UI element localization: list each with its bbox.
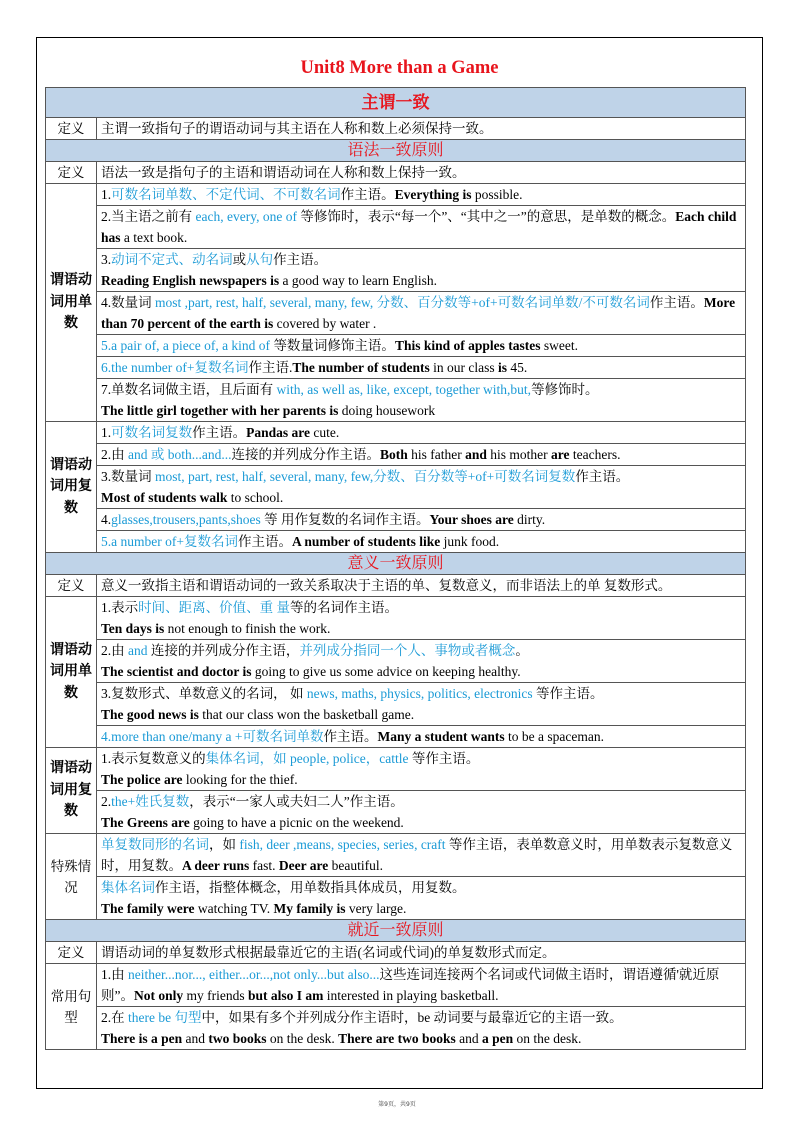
category-label: 谓语动词用复数 <box>46 422 97 553</box>
rule-text: and <box>182 1031 209 1046</box>
rule-text: his mother <box>486 447 552 462</box>
rule-text: on the desk. <box>513 1031 582 1046</box>
example-keyword: and <box>465 447 487 462</box>
rule-text: junk food. <box>440 534 500 549</box>
rule-row <box>46 357 746 379</box>
rule-text: ，表示“一家人或夫妇二人”作主语。 <box>189 794 404 809</box>
main-heading: 主谓一致 <box>46 88 746 118</box>
highlighted-term: 可数名词单数、不定代词、不可数名词 <box>111 187 341 202</box>
rule-cell <box>97 422 746 444</box>
rule-text: beautiful. <box>328 858 383 873</box>
highlighted-term: 集体名词 <box>101 880 155 895</box>
definition-text: 谓语动词的单复数形式根据最靠近它的主语(名词或代词)的单复数形式而定。 <box>97 942 746 964</box>
example-keyword: Many a student wants <box>377 729 505 744</box>
highlighted-term: and 或 both...and... <box>128 447 232 462</box>
rule-text: 或 <box>232 252 247 267</box>
rule-text: his father <box>407 447 466 462</box>
example-keyword: Reading English newspapers is <box>101 273 280 288</box>
section-header-main <box>46 88 746 118</box>
rule-text: and <box>455 1031 483 1046</box>
rule-text: 等作主语。 <box>408 751 480 766</box>
section-title: 就近一致原则 <box>46 920 746 942</box>
example-keyword: The scientist and doctor is <box>101 664 252 679</box>
rule-row <box>46 184 746 206</box>
example-keyword: There is a pen <box>101 1031 183 1046</box>
rule-text: to be a spaceman. <box>504 729 604 744</box>
rule-text: in our class <box>429 360 498 375</box>
section-header-proximity <box>46 920 746 942</box>
highlighted-term: 从句 <box>246 252 274 267</box>
rule-text: ，如 <box>209 837 240 852</box>
rule-cell <box>97 964 746 1007</box>
rule-text: 2.由 <box>101 643 128 658</box>
example-keyword: The Greens are <box>101 815 190 830</box>
example-keyword: is <box>498 360 508 375</box>
definition-label: 定义 <box>46 942 97 964</box>
rule-row <box>46 206 746 249</box>
section-title: 意义一致原则 <box>46 553 746 575</box>
rule-text: teachers. <box>569 447 621 462</box>
rule-cell <box>97 206 746 249</box>
example-keyword: Everything is <box>394 187 472 202</box>
section-title: 语法一致原则 <box>46 140 746 162</box>
rule-cell <box>97 683 746 726</box>
rule-text: sweet. <box>540 338 578 353</box>
rule-text: 7.单数名词做主语，且后面有 <box>101 382 277 397</box>
rule-text: 2.在 <box>101 1010 128 1025</box>
example-keyword: My family is <box>273 901 346 916</box>
rule-cell <box>97 444 746 466</box>
highlighted-term: glasses,trousers,pants,shoes <box>111 512 261 527</box>
highlighted-term: 集体名词，如 people, police，cattle <box>205 751 409 766</box>
rule-row <box>46 444 746 466</box>
definition-row <box>46 118 746 140</box>
example-keyword: Deer are <box>278 858 329 873</box>
rule-text: 2. <box>101 794 112 809</box>
rule-text: 4. <box>101 512 112 527</box>
category-label: 谓语动词用复数 <box>46 748 97 834</box>
rule-text: 。 <box>515 643 529 658</box>
rule-text: that our class won the basketball game. <box>198 707 415 722</box>
rule-text: 1.由 <box>101 967 128 982</box>
rule-text: 1.表示 <box>101 600 139 615</box>
rule-text: on the desk. <box>266 1031 339 1046</box>
rule-cell <box>97 249 746 292</box>
rule-row <box>46 335 746 357</box>
example-keyword: The little girl together with her parents is <box>101 403 339 418</box>
rule-text: doing housework <box>338 403 436 418</box>
example-keyword: Your shoes are <box>429 512 514 527</box>
highlighted-term: fish, deer ,means, species, series, craft <box>239 837 446 852</box>
example-keyword: The number of students <box>292 360 430 375</box>
highlighted-term: 4.more than one/many a +可数名词单数 <box>101 729 324 744</box>
rule-text: going to have a picnic on the weekend. <box>189 815 404 830</box>
highlighted-term: most ,part, rest, half, several, many, few, 分数、百分数等+of+可数名词单数/不可数名词 <box>155 295 650 310</box>
rule-text: very large. <box>345 901 407 916</box>
rule-row <box>46 834 746 877</box>
category-label: 谓语动词用单数 <box>46 597 97 748</box>
rule-text: interested in playing basketball. <box>323 988 499 1003</box>
rule-cell <box>97 292 746 335</box>
rule-text: 2.当主语之前有 <box>101 209 196 224</box>
rule-row <box>46 422 746 444</box>
rule-row <box>46 597 746 640</box>
rule-row <box>46 877 746 920</box>
rule-text: 作主语。 <box>323 729 378 744</box>
rule-text: 作主语. <box>248 360 293 375</box>
rule-text: covered by water . <box>273 316 377 331</box>
rule-cell <box>97 531 746 553</box>
highlighted-term: 6.the number of+复数名词 <box>101 360 249 375</box>
rule-text: 等修饰时，表示“每一个”、“其中之一”的意思，是单数的概念。 <box>296 209 676 224</box>
rule-cell <box>97 184 746 206</box>
rule-text: 连接的并列成分作主语。 <box>231 447 380 462</box>
rule-text: going to give us some advice on keeping healthy. <box>251 664 521 679</box>
rule-row <box>46 531 746 553</box>
rule-text: 1.表示复数意义的 <box>101 751 206 766</box>
rule-cell <box>97 335 746 357</box>
example-keyword: are <box>551 447 570 462</box>
rule-text: 等作主语，表单数意义时，用单数表示复数意义时，用复数。 <box>101 837 733 873</box>
example-keyword: This kind of apples tastes <box>394 338 541 353</box>
definition-text: 意义一致指主语和谓语动词的一致关系取决于主语的单、复数意义，而非语法上的单 复数形式。 <box>97 575 746 597</box>
rule-cell <box>97 640 746 683</box>
rule-cell <box>97 597 746 640</box>
grammar-table <box>45 87 746 1050</box>
rule-cell <box>97 877 746 920</box>
rule-text: 作主语。 <box>273 252 328 267</box>
rule-text: to school. <box>227 490 284 505</box>
rule-text: 2.由 <box>101 447 128 462</box>
rule-text: looking for the thief. <box>182 772 298 787</box>
rule-text: 作主语。 <box>340 187 395 202</box>
highlighted-term: the+姓氏复数 <box>111 794 190 809</box>
example-keyword: two books <box>208 1031 267 1046</box>
example-keyword: Each child has <box>101 209 737 245</box>
definition-label: 定义 <box>46 575 97 597</box>
category-label: 特殊情况 <box>46 834 97 920</box>
rule-text: 作主语。 <box>575 469 630 484</box>
rule-text: my friends <box>183 988 249 1003</box>
rule-text: 等修饰时。 <box>531 382 599 397</box>
section-header-grammar <box>46 140 746 162</box>
example-keyword: There are two books <box>338 1031 456 1046</box>
rule-text: not enough to finish the work. <box>164 621 331 636</box>
rule-text: 3.数量词 <box>101 469 155 484</box>
highlighted-term: each, every, one of <box>195 209 297 224</box>
rule-text: 4.数量词 <box>101 295 155 310</box>
rule-row <box>46 640 746 683</box>
rule-row <box>46 683 746 726</box>
rule-text: a text book. <box>120 230 188 245</box>
example-keyword: More than 70 percent of the earth is <box>101 295 736 331</box>
rule-row <box>46 249 746 292</box>
highlighted-term: with, as well as, like, except, together with,but, <box>276 382 532 397</box>
rule-row <box>46 509 746 531</box>
category-label: 常用句型 <box>46 964 97 1050</box>
rule-text: 3.复数形式、单数意义的名词， 如 <box>101 686 307 701</box>
rule-row <box>46 466 746 509</box>
example-keyword: Most of students walk <box>101 490 228 505</box>
highlighted-term: 5.a pair of, a piece of, a kind of <box>101 338 271 353</box>
definition-row <box>46 575 746 597</box>
rule-text: 作主语。 <box>237 534 292 549</box>
example-keyword: A deer runs <box>182 858 250 873</box>
rule-cell <box>97 791 746 834</box>
rule-text: 1. <box>101 187 112 202</box>
rule-row <box>46 379 746 422</box>
definition-label: 定义 <box>46 162 97 184</box>
highlighted-term: 动词不定式、动名词 <box>111 252 233 267</box>
rule-text: 作主语，指整体概念，用单数指具体成员，用复数。 <box>155 880 466 895</box>
rule-text: watching TV. <box>194 901 274 916</box>
rule-cell <box>97 726 746 748</box>
highlighted-term: 并列成分指同一个人、事物或者概念 <box>299 643 516 658</box>
highlighted-term: 单复数同形的名词 <box>101 837 209 852</box>
rule-text: possible. <box>471 187 523 202</box>
highlighted-term: most, part, rest, half, several, many, few,分数、百分数等+of+可数名词复数 <box>155 469 576 484</box>
rule-row <box>46 964 746 1007</box>
rule-cell <box>97 466 746 509</box>
definition-label: 定义 <box>46 118 97 140</box>
rule-text: fast. <box>249 858 279 873</box>
definition-row <box>46 942 746 964</box>
category-label: 谓语动词用单数 <box>46 184 97 422</box>
rule-cell <box>97 748 746 791</box>
rule-text: 3. <box>101 252 112 267</box>
example-keyword: a pen <box>482 1031 514 1046</box>
page-title: Unit8 More than a Game <box>300 58 499 78</box>
highlighted-term: 可数名词复数 <box>111 425 193 440</box>
example-keyword: The family were <box>101 901 195 916</box>
rule-text: 中，如果有多个并列成分作主语时，be 动词要与最靠近它的主语一致。 <box>201 1010 623 1025</box>
rule-text: 等作主语。 <box>532 686 604 701</box>
example-keyword: Not only <box>134 988 184 1003</box>
highlighted-term: 5.a number of+复数名词 <box>101 534 238 549</box>
rule-text: 连接的并列成分作主语， <box>147 643 300 658</box>
rule-cell <box>97 357 746 379</box>
highlighted-term: neither...nor..., either...or...,not only...but also... <box>128 967 380 982</box>
highlighted-term: 时间、距离、价值、重 量 <box>138 600 290 615</box>
rule-cell <box>97 509 746 531</box>
rule-text: cute. <box>310 425 340 440</box>
rule-text: a good way to learn English. <box>279 273 438 288</box>
rule-text: 1. <box>101 425 112 440</box>
example-keyword: Ten days is <box>101 621 165 636</box>
rule-row <box>46 791 746 834</box>
rule-row <box>46 726 746 748</box>
rule-text: dirty. <box>513 512 546 527</box>
example-keyword: The police are <box>101 772 183 787</box>
highlighted-term: and <box>128 643 148 658</box>
rule-row <box>46 1007 746 1050</box>
rule-text: 这些连词连接两个名词或代词做主语时，谓语遵循'就近原则”。 <box>101 967 720 1003</box>
section-header-meaning <box>46 553 746 575</box>
rule-text: 等 用作复数的名词作主语。 <box>260 512 430 527</box>
rule-text: 等的名词作主语。 <box>290 600 398 615</box>
rule-text: 45. <box>507 360 528 375</box>
definition-text: 主谓一致指句子的谓语动词与其主语在人称和数上必须保持一致。 <box>97 118 746 140</box>
highlighted-term: news, maths, physics, politics, electronics <box>306 686 533 701</box>
rule-cell <box>97 379 746 422</box>
page-footer: 第9页，共9页 <box>378 1101 416 1108</box>
example-keyword: Both <box>380 447 408 462</box>
definition-row <box>46 162 746 184</box>
rule-cell <box>97 1007 746 1050</box>
rule-text: 作主语。 <box>649 295 704 310</box>
rule-text: 作主语。 <box>192 425 247 440</box>
rule-row <box>46 748 746 791</box>
example-keyword: The good news is <box>101 707 199 722</box>
rule-cell <box>97 834 746 877</box>
example-keyword: A number of students like <box>291 534 441 549</box>
example-keyword: but also I am <box>248 988 324 1003</box>
highlighted-term: there be 句型 <box>128 1010 202 1025</box>
definition-text: 语法一致是指句子的主语和谓语动词在人称和数上保持一致。 <box>97 162 746 184</box>
example-keyword: Pandas are <box>246 425 311 440</box>
rule-row <box>46 292 746 335</box>
rule-text: 等数量词修饰主语。 <box>270 338 395 353</box>
